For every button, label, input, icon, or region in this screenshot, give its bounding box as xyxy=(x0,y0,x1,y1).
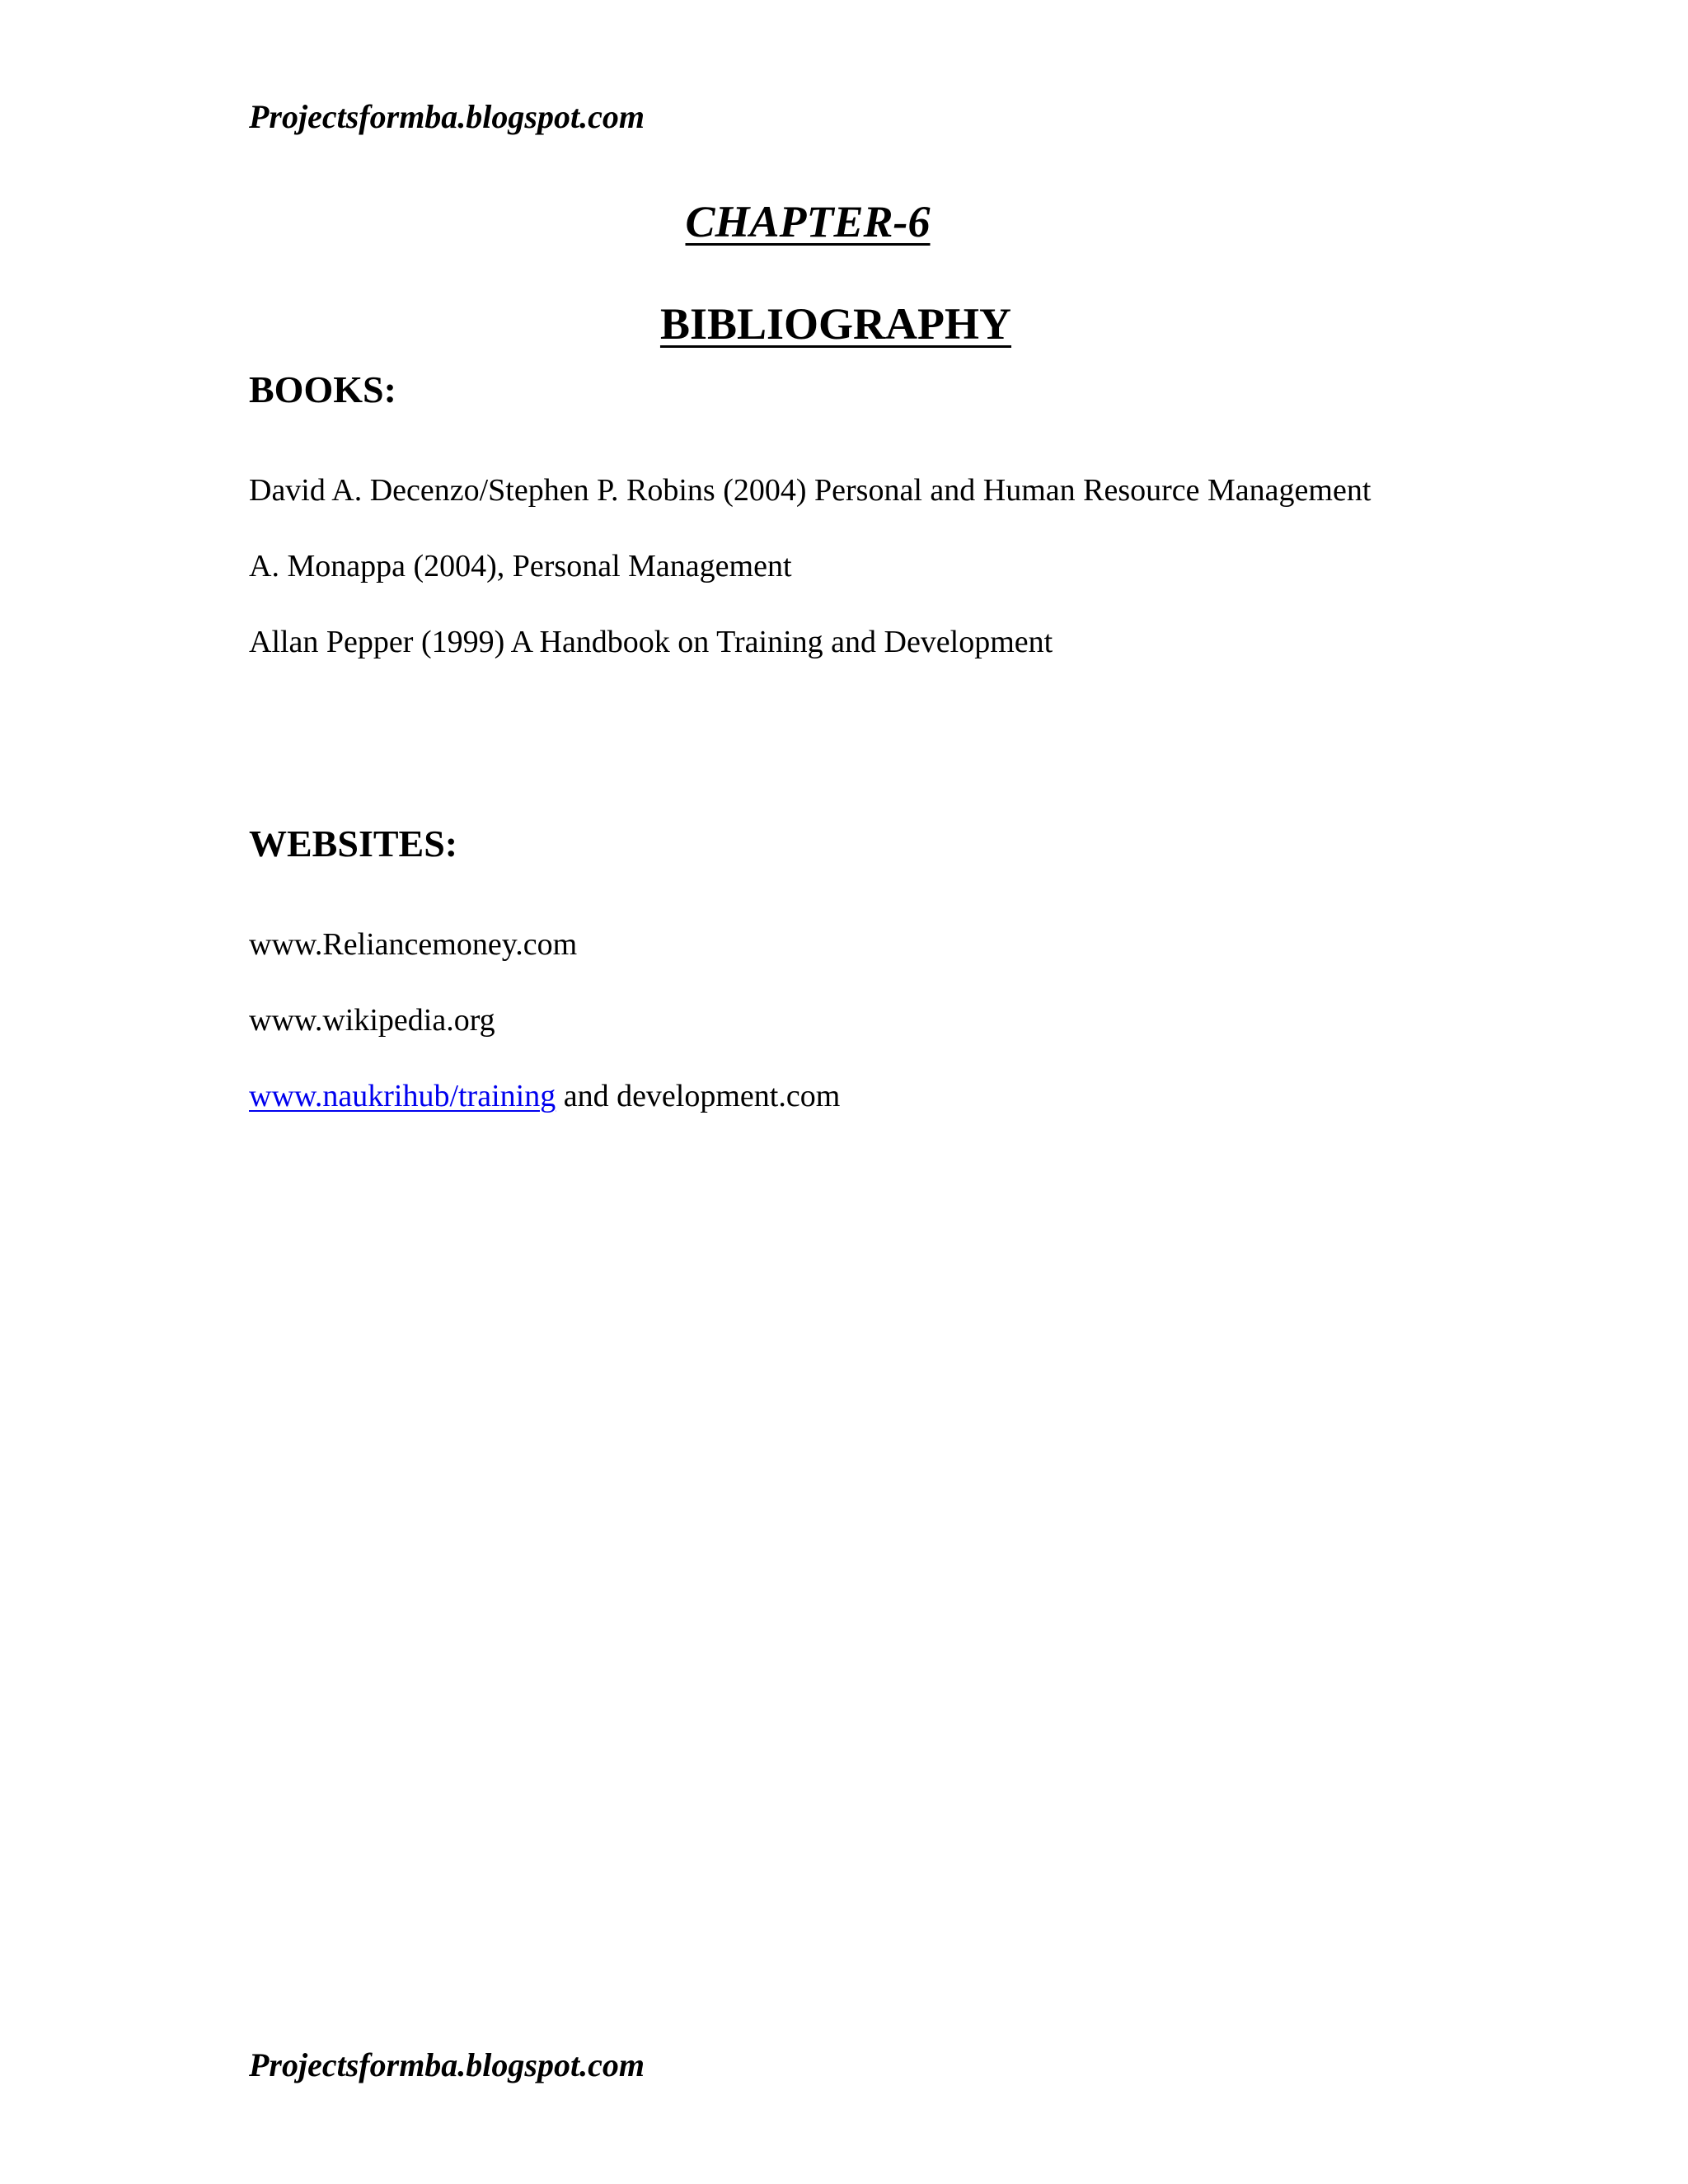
website-entry: www.Reliancemoney.com xyxy=(249,927,578,962)
chapter-title: CHAPTER-6 xyxy=(685,197,931,246)
websites-heading: WEBSITES: xyxy=(249,823,458,865)
website-entry-link xyxy=(249,1078,840,1114)
book-entry: A. Monappa (2004), Personal Management xyxy=(249,549,792,583)
website-entry-suffix: and development.com xyxy=(556,1079,841,1113)
page-footer: Projectsformba.blogspot.com xyxy=(249,2046,645,2083)
page-title: BIBLIOGRAPHY xyxy=(659,299,1012,349)
books-heading: BOOKS: xyxy=(249,368,396,410)
book-entry: Allan Pepper (1999) A Handbook on Training and Development xyxy=(249,625,1053,659)
naukrihub-link[interactable]: www.naukrihub/training xyxy=(249,1079,556,1113)
book-entry: David A. Decenzo/Stephen P. Robins (2004) Personal and Human Resource Management xyxy=(249,473,1372,508)
page-header: Projectsformba.blogspot.com xyxy=(249,98,645,135)
website-entry: www.wikipedia.org xyxy=(249,1003,495,1038)
